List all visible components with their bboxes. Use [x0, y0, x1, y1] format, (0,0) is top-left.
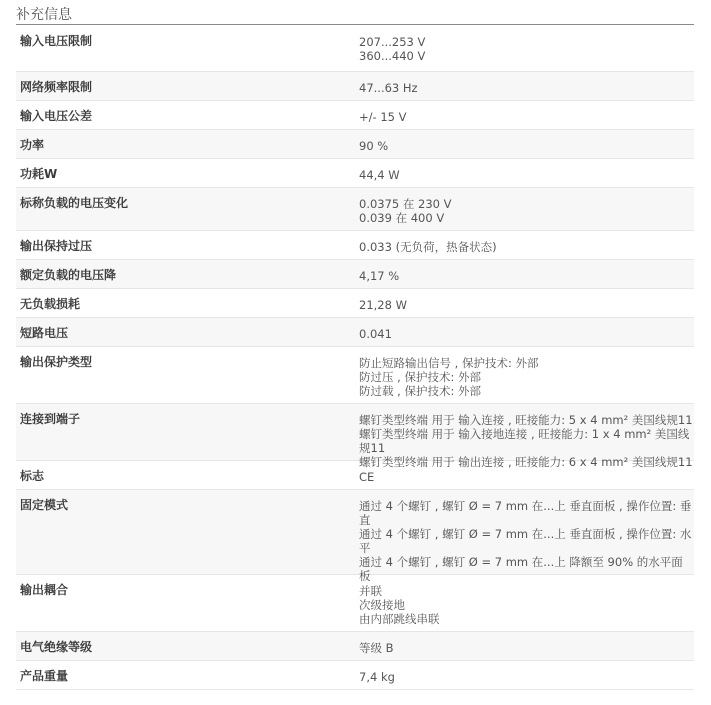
- spec-row: [16, 188, 694, 231]
- spec-row: [16, 318, 694, 347]
- spec-value-line: 0.033 (无负荷，热备状态): [359, 240, 497, 254]
- spec-value-line: 防止短路输出信号 , 保护技术: 外部: [359, 356, 539, 370]
- spec-value-line: 通过 4 个螺钉 , 螺钉 Ø = 7 mm 在...上 垂直面板 , 操作位置: 水: [359, 527, 692, 541]
- spec-label: 标志: [20, 469, 45, 483]
- spec-value-line: 螺钉类型终端 用于 输入接地连接 , 旺接能力: 1 x 4 mm² 美国线: [359, 427, 690, 441]
- spec-row: [16, 461, 694, 490]
- spec-row: [16, 289, 694, 318]
- spec-value: [355, 318, 694, 346]
- spec-value: [355, 347, 694, 403]
- section-title: 补充信息: [16, 7, 72, 23]
- spec-value-line: 0.039 在 400 V: [359, 211, 445, 225]
- spec-value-line: 平: [359, 541, 371, 555]
- spec-value: [355, 130, 694, 158]
- spec-row: [16, 404, 694, 469]
- spec-value-line: 207...253 V: [359, 35, 426, 49]
- spec-row: [16, 260, 694, 289]
- spec-row: [16, 632, 694, 661]
- spec-label: 标称负载的电压变化: [20, 196, 129, 210]
- spec-value-line: +/- 15 V: [359, 110, 407, 124]
- spec-value: [355, 101, 694, 129]
- spec-value: [355, 490, 694, 583]
- spec-value-line: 次级接地: [359, 598, 405, 612]
- spec-label: 输出耦合: [20, 583, 69, 597]
- section-header: [16, 0, 694, 25]
- spec-value: [355, 461, 694, 489]
- spec-value-line: 通过 4 个螺钉 , 螺钉 Ø = 7 mm 在...上 降额至 90% 的水平面板: [359, 555, 683, 583]
- spec-row: [16, 130, 694, 159]
- spec-value: [355, 404, 694, 469]
- spec-value: [355, 26, 694, 71]
- spec-value: [355, 632, 694, 660]
- spec-value: [355, 289, 694, 317]
- spec-label: 输出保护类型: [20, 355, 93, 369]
- spec-label: 输出保持过压: [20, 239, 93, 253]
- spec-value-line: 规11: [359, 441, 386, 455]
- spec-value-line: 由内部跳线串联: [359, 612, 440, 626]
- spec-label: 无负载损耗: [20, 297, 81, 311]
- spec-value: [355, 72, 694, 100]
- spec-table: [16, 26, 694, 690]
- spec-value-line: 通过 4 个螺钉 , 螺钉 Ø = 7 mm 在...上 垂直面板 , 操作位置: 垂: [359, 499, 692, 513]
- spec-row: [16, 101, 694, 130]
- spec-row: [16, 490, 694, 583]
- spec-label: 固定模式: [20, 498, 69, 512]
- spec-value: [355, 661, 694, 689]
- spec-label: 输入电压公差: [20, 109, 93, 123]
- spec-label: 连接到端子: [20, 412, 81, 426]
- spec-value-line: 4,17 %: [359, 269, 400, 283]
- spec-label: 输入电压限制: [20, 34, 93, 48]
- spec-value-line: 47...63 Hz: [359, 81, 418, 95]
- spec-label: 短路电压: [20, 326, 69, 340]
- spec-row: [16, 159, 694, 188]
- spec-row: [16, 575, 694, 632]
- spec-row: [16, 661, 694, 690]
- spec-value-line: 44,4 W: [359, 168, 400, 182]
- spec-value-line: 0.041: [359, 327, 392, 341]
- spec-value-line: 防过压 , 保护技术: 外部: [359, 370, 481, 384]
- spec-label: 产品重量: [20, 669, 69, 683]
- spec-value-line: 等级 B: [359, 641, 394, 655]
- spec-row: [16, 72, 694, 101]
- spec-label: 额定负载的电压降: [20, 268, 117, 282]
- spec-value-line: 直: [359, 513, 371, 527]
- spec-value-line: 0.0375 在 230 V: [359, 197, 452, 211]
- spec-value-line: 21,28 W: [359, 298, 407, 312]
- spec-value: [355, 231, 694, 259]
- spec-value-line: CE: [359, 470, 375, 484]
- spec-value-line: 并联: [359, 584, 382, 598]
- spec-value-line: 螺钉类型终端 用于 输出连接 , 旺接能力: 6 x 4 mm² 美国线规11: [359, 455, 693, 469]
- spec-value-line: 螺钉类型终端 用于 输入连接 , 旺接能力: 5 x 4 mm² 美国线规11: [359, 413, 693, 427]
- spec-label: 网络频率限制: [20, 80, 93, 94]
- spec-row: [16, 347, 694, 404]
- spec-value: [355, 575, 694, 631]
- spec-label: 功耗W: [20, 167, 58, 181]
- spec-value: [355, 188, 694, 230]
- spec-label: 功率: [20, 138, 45, 152]
- spec-value: [355, 159, 694, 187]
- spec-value-line: 90 %: [359, 139, 389, 153]
- spec-value-line: 360...440 V: [359, 49, 426, 63]
- spec-row: [16, 231, 694, 260]
- spec-value-line: 7,4 kg: [359, 670, 395, 684]
- spec-value: [355, 260, 694, 288]
- spec-label: 电气绝缘等级: [20, 640, 93, 654]
- spec-row: [16, 26, 694, 72]
- spec-value-line: 防过载 , 保护技术: 外部: [359, 384, 481, 398]
